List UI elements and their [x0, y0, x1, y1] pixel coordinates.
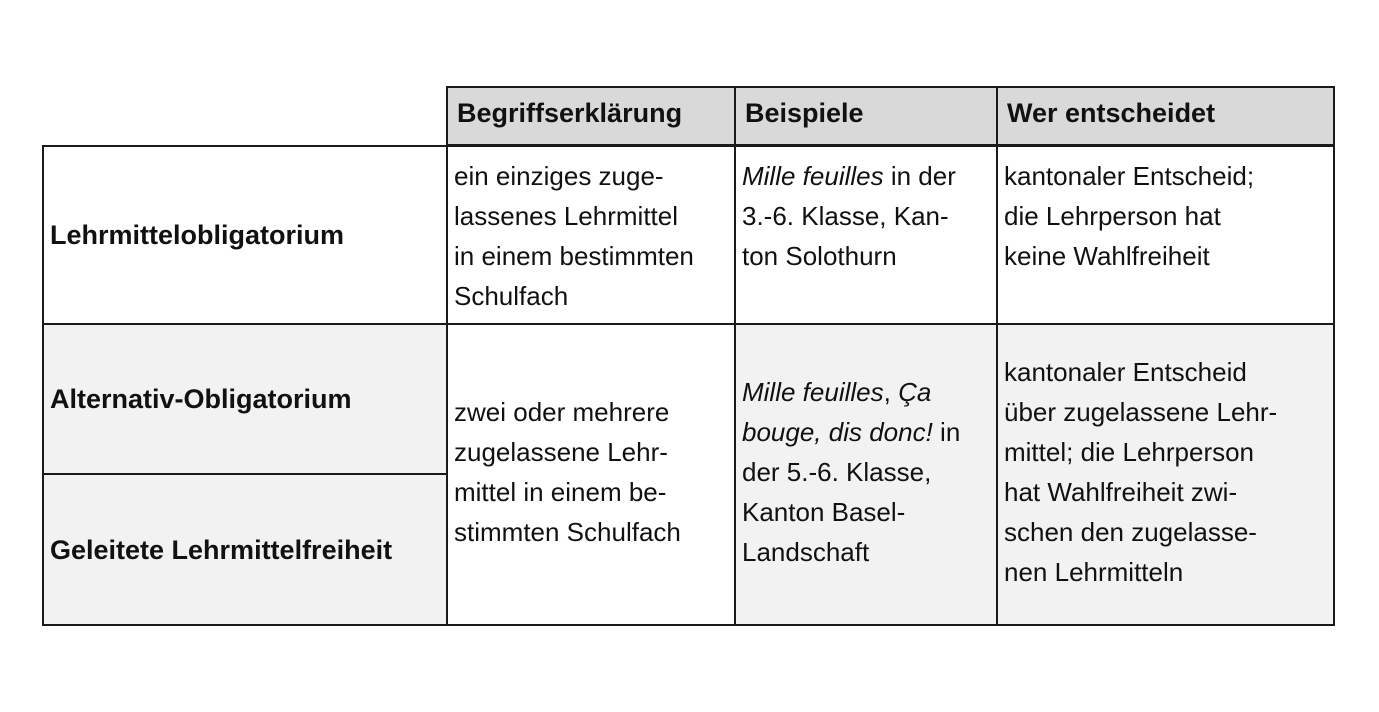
cell-decides-merged: kantonaler Entscheid über zugelassene Lehr- mittel; die Lehrperson hat Wahlfreiheit zwi- schen den zugelasse- nen Lehrmitteln: [996, 324, 1335, 626]
cell-example-r1: Mille feuilles in der 3.-6. Klasse, Kan- ton Solothurn: [742, 161, 956, 271]
grid-line-row1-bottom: [42, 323, 1335, 325]
grid-line-row2-bottom: [42, 473, 447, 475]
row-label-alternativ-obligatorium: Alternativ-Obligatorium: [42, 324, 447, 474]
header-label: Begriffserklärung: [457, 98, 683, 128]
row-label-lehrmittelobligatorium: Lehrmittelobligatorium: [50, 219, 345, 250]
header-begriffserklaerung: [446, 86, 736, 146]
grid-line-right: [1333, 86, 1335, 626]
cell-example-merged: Mille feuilles, Ça bouge, dis donc! in der 5.-6. Klasse, Kanton Basel- Landschaft: [734, 324, 998, 626]
grid-line-top: [42, 145, 1335, 147]
header-beispiele: [734, 86, 998, 146]
grid-line-col2: [734, 86, 736, 626]
grid-line-col3: [996, 86, 998, 626]
cell-decides-r1: kantonaler Entscheid; die Lehrperson hat keine Wahlfreiheit: [1004, 161, 1255, 271]
header-label: Wer entscheidet: [1007, 98, 1216, 128]
cell-definition-r1: ein einziges zuge- lassenes Lehrmittel in einem bestimmten Schulfach: [454, 161, 694, 311]
header-label: Beispiele: [745, 98, 864, 128]
grid-line-left: [42, 145, 44, 626]
row-label-geleitete-lehrmittelfreiheit: Geleitete Lehrmittelfreiheit: [42, 474, 447, 626]
grid-line-col1: [446, 86, 448, 626]
grid-line-bottom: [42, 624, 1335, 626]
cell-definition-merged: zwei oder mehrere zugelassene Lehr- mittel in einem be- stimmten Schulfach: [454, 397, 681, 547]
header-wer-entscheidet: [996, 86, 1335, 146]
